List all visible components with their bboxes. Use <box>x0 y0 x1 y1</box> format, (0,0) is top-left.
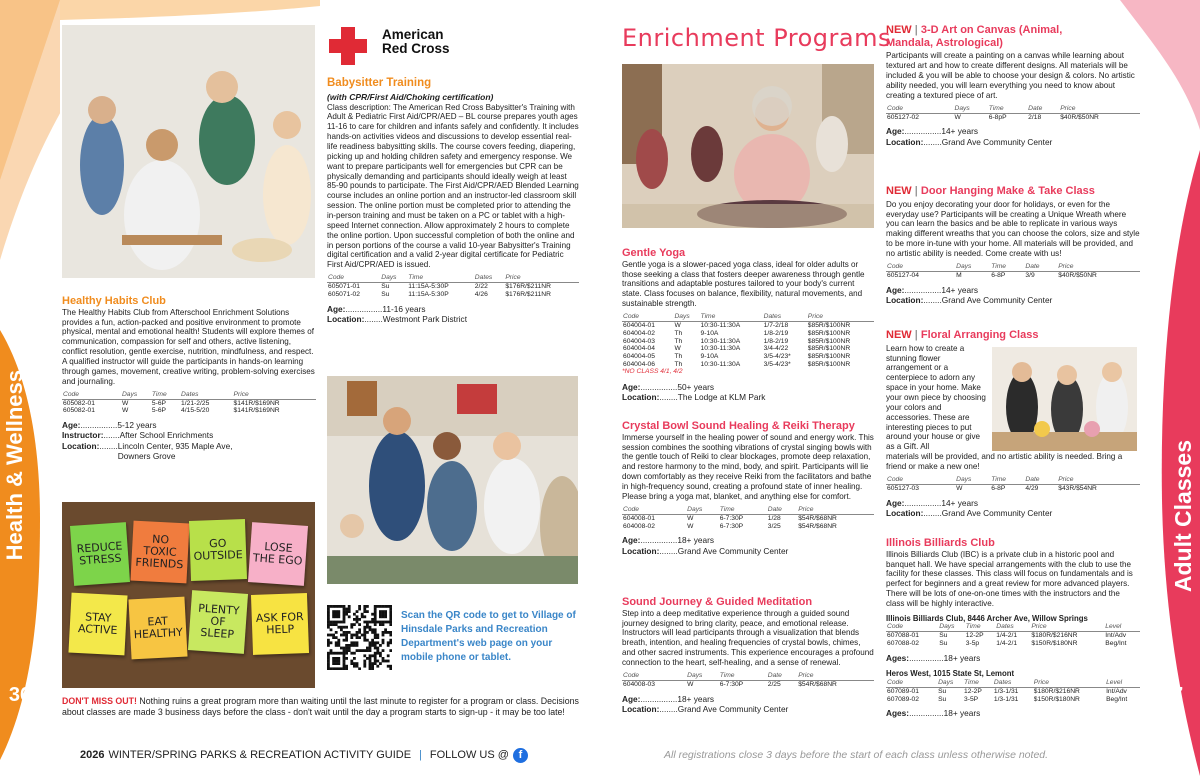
babysitter-title: Babysitter Training <box>327 77 432 89</box>
table-row: 607089-02 Su 3-5P 1/3-1/31 $150R/$180NR Beg/Int <box>887 695 1128 703</box>
page-number-left: 36 <box>8 684 32 706</box>
section-title: Enrichment Programs <box>622 24 891 52</box>
table-row: 605071-01 Su 11:15A-5:30P 2/22 $176R/$211NR <box>328 283 551 291</box>
floral-schedule: Code Days Time Date Price 605127-03 W 6-8P 4/29 $43R/$54NR <box>886 476 1140 493</box>
sticky-note: ASK FOR HELP <box>251 593 309 655</box>
table-row: 605082-01 W 5-6P 4/15-5/20 $141R/$169NR <box>63 407 280 415</box>
crystal-bowl-section: Crystal Bowl Sound Healing & Reiki Therapy Immerse yourself in the healing power of sound and energy work. This session combines the soothing vibrations of crystal singing bowls with the gentle touch of Reiki to clear blockages, promote deep relaxation, and restore harmony to the mind, body, and spirit. Participants will lie down comfortably as they receive Reiki from the facilitators and bathe in high-frequency sound, creating a profound state of inner healing. Please bring a yoga mat, blanket, and anything else for comfort. Code Days Time Date Price 604008-01 W 6-7:30P 1/28 $54R/$68NR 604008-02 W 6-7:30P 3/25 $54R/$68NR Age:................18+ years Location:........Grand Ave Community Center <box>622 420 874 556</box>
table-row: 604008-02 W 6-7:30P 3/25 $54R/$68NR <box>623 522 837 530</box>
crystal-bowl-title: Crystal Bowl Sound Healing & Reiki Therapy <box>622 420 855 432</box>
babysitter-subtitle: (with CPR/First Aid/Choking certification) <box>327 92 494 103</box>
kids-circle-photo <box>62 25 315 278</box>
side-title-adult-classes: Adult Classes <box>1170 440 1196 593</box>
art-canvas-schedule: Code Days Time Date Price 605127-02 W 6-8pP 2/18 $40R/$50NR <box>886 105 1140 122</box>
table-row: 604004-02 Th 9-10A 1/8-2/19 $85R/$100NR <box>623 329 851 337</box>
billiards-schedule-2: Code Days Time Dates Price Level 607089-01 Su 12-2P 1/3-1/31 $180R/$216NR Int/Adv 607089-02 Su 3-5P 1/3-1/31 $150R/$180NR Beg/Int <box>886 679 1140 704</box>
healthy-habits-desc: The Healthy Habits Club from Afterschool Enrichment Solutions provides a fun, action-packed and positive environment to promote physical, mental and emotional health! Students will explore themes of communication, compassion for self and others, active listening, conflict resolution, gentle exercise, nutrition, mindfulness, and respect. A qualified instructor will guide the participants in hands-on learning through games, movement, creative writing, problem-solving exercises and journaling. <box>62 307 315 386</box>
sticky-note: LOSE THE EGO <box>248 522 308 586</box>
yoga-photo <box>622 64 874 228</box>
sound-journey-section: Sound Journey & Guided Meditation Step into a deep meditative experience through a guided sound journey designed to bring clarity, peace, and emotional release. Instructors will lead participants through a visualization that blends breath, intention, and healing frequencies of crystal bowls, chimes, and other sacred instruments. This experience encourages a profound connection to the heart, self-healing, and a sense of renewal. Code Days Time Date Price 604008-03 W 6-7:30P 2/25 $54R/$68NR Age:................18+ years Location:........Grand Ave Community Center <box>622 596 874 715</box>
sticky-note: PLENTY OF SLEEP <box>188 590 248 654</box>
footer-left: 2026 WINTER/SPRING PARKS & RECREATION ACTIVITY GUIDE | FOLLOW US @ f <box>80 748 528 763</box>
table-row: 607088-02 Su 3-5p 1/4-2/1 $150R/$180NR Beg/Int <box>887 640 1127 648</box>
table-row: 607089-01 Su 12-2P 1/3-1/31 $180R/$216NR Int/Adv <box>887 687 1127 695</box>
qr-caption: Scan the QR code to get to Village of Hinsdale Parks and Recreation Department's web page on your mobile phone or tablet. <box>401 610 576 663</box>
healthy-habits-section <box>62 295 316 462</box>
healthy-habits-title: Healthy Habits Club <box>62 295 166 307</box>
table-row: 604004-05 Th 9-10A 3/5-4/23* $85R/$100NR <box>623 352 851 360</box>
floral-photo <box>992 347 1137 451</box>
sticky-note: NO TOXIC FRIENDS <box>130 521 189 584</box>
billiards-schedule-1: Code Days Time Dates Price Level 607088-01 Su 12-2P 1/4-2/1 $180R/$216NR Int/Adv 607088-02 Su 3-5p 1/4-2/1 $150R/$180NR Beg/Int <box>886 623 1140 648</box>
side-title-health-wellness: Health & Wellness <box>2 370 27 561</box>
page-number-right: 37 <box>1160 684 1184 706</box>
table-row: 607088-01 Su 12-2P 1/4-2/1 $180R/$216NR Int/Adv <box>887 632 1127 640</box>
table-row: 604004-06 Th 10:30-11:30A 3/5-4/23* $85R/$100NR <box>623 360 851 368</box>
gentle-yoga-section: Gentle Yoga Gentle yoga is a slower-paced yoga class, ideal for older adults or those seeking a class that fosters deeper awareness through gentle transitions and adaptable postures tailored to your body's current state. Class focuses on balance, flexibility, natural movements, and sustainable strength. Code Days Time Dates Price 604004-01 W 10:30-11:30A 1/7-2/18 $85R/$100NR 604004-02 Th 9-10A 1/8-2/19 $85R/$100NR 604004-03 Th 10:30-11:30A 1/8-2/19 $85R/$100NR 604004-04 W 10:30-11:30A 3/4-4/22 $85R/$100NR 604004-05 Th 9-10A 3/5-4/23* $85R/$100NR 604004-06 Th 10:30-11:30A 3/5-4/23* $85R/$100NR *NO CLASS 4/1, 4/2 Age:................50+ years Location:........The Lodge at KLM Park <box>622 247 874 402</box>
top-orange-strip <box>60 0 320 20</box>
gentle-yoga-note: *NO CLASS 4/1, 4/2 <box>622 368 683 376</box>
dont-miss-notice: DON'T MISS OUT! Nothing ruins a great program more than waiting until the last minute to register for a program or class. Decisions about classes are made 3 business days before the class - don't wait until the day a program starts to sign-up - it may be too late! <box>62 696 579 718</box>
floral-section: NEW | Floral Arranging Class Learn how to create a stunning flower arrangement or a centerpiece to adorn any space in your home. Make your own piece by choosing your colors and accessories. These are interesting pieces to put around your house or give as a Gift. All materials will be provided, and no artistic ability is needed. Bring a friend or make a new one! Code Days Time Date Price 605127-03 W 6-8P 4/29 $43R/$54NR Age:................14+ years Location:........Grand Ave Community Center <box>886 329 1140 518</box>
table-row: 605127-04 M 6-8P 3/9 $40R/$50NR <box>887 271 1097 279</box>
gentle-yoga-schedule: Code Days Time Dates Price 604004-01 W 10:30-11:30A 1/7-2/18 $85R/$100NR 604004-02 Th 9-10A 1/8-2/19 $85R/$100NR 604004-03 Th 10:30-11:30A 1/8-2/19 $85R/$100NR 604004-04 W 10:30-11:30A 3/4-4/22 $85R/$100NR 604004-05 Th 9-10A 3/5-4/23* $85R/$100NR 604004-06 Th 10:30-11:30A 3/5-4/23* $85R/$100NR <box>622 313 874 368</box>
door-hanging-title: Door Hanging Make & Take Class <box>920 185 1095 197</box>
sticky-note: STAY ACTIVE <box>68 593 127 656</box>
sticky-note: EAT HEALTHY <box>128 597 187 660</box>
sound-journey-title: Sound Journey & Guided Meditation <box>622 596 813 608</box>
art-canvas-title: 3-D Art on Canvas (Animal, Mandala, Astrological) <box>886 24 1063 49</box>
qr-code[interactable] <box>327 605 392 670</box>
table-row: 605127-03 W 6-8P 4/29 $43R/$54NR <box>887 484 1097 492</box>
facebook-icon[interactable]: f <box>513 748 528 763</box>
table-row: 604004-04 W 10:30-11:30A 3/4-4/22 $85R/$100NR <box>623 345 851 353</box>
footer-registration-note: All registrations close 3 days before the start of each class unless otherwise noted. <box>664 749 1049 761</box>
sticky-note: GO OUTSIDE <box>189 519 247 581</box>
red-cross-logo: American Red Cross <box>327 25 467 67</box>
billiards-title: Illinois Billiards Club <box>886 537 995 549</box>
door-hanging-schedule: Code Days Time Date Price 605127-04 M 6-8P 3/9 $40R/$50NR <box>886 263 1140 280</box>
healthy-habits-meta: Age:................5-12 years Instructor:.......After School Enrichments Location:........ Lincoln Center, 935 Maple Ave, Downers Grove <box>62 420 233 462</box>
table-row: 604008-01 W 6-7:30P 1/28 $54R/$68NR <box>623 514 837 522</box>
table-row: 605082-01 W 5-6P 1/21-2/25 $141R/$169NR <box>63 399 280 407</box>
table-row: 605127-02 W 6-8pP 2/18 $40R/$50NR <box>887 113 1099 121</box>
babysitter-schedule: Code Days Time Dates Price 605071-01 Su 11:15A-5:30P 2/22 $176R/$211NR 605071-02 Su 11:15A-5:30P 4/26 $176R/$211NR <box>327 274 579 299</box>
floral-title: Floral Arranging Class <box>920 329 1039 341</box>
door-hanging-section: NEW | Door Hanging Make & Take Class Do you enjoy decorating your door for holidays, or even for the everyday use? Participants will be creating a Unique Wreath where you can learn the basics and be able to replicate in various ways making different wreaths that you can choose the colors, size and style to be more in-tune with your home. All materials will be provided, and no artistic ability is needed. Come create with us! Code Days Time Date Price 605127-04 M 6-8P 3/9 $40R/$50NR Age:................14+ years Location:........Grand Ave Community Center <box>886 185 1140 306</box>
crystal-bowl-schedule: Code Days Time Date Price 604008-01 W 6-7:30P 1/28 $54R/$68NR 604008-02 W 6-7:30P 3/25 $54R/$68NR <box>622 506 874 531</box>
billiards-section: Illinois Billiards Club Illinois Billiards Club (IBC) is a private club in a historic pool and banquet hall. We have special arrangements with the club to use the facility for these classes. This class will focus on fundamentals and is perfect for beginners and a great review for more advanced players. There will be lots of one-on-one times with the instructors and the class will be highly interactive. Illinois Billiards Club, 8446 Archer Ave, Willow Springs Code Days Time Dates Price Level 607088-01 Su 12-2P 1/4-2/1 $180R/$216NR Int/Adv 607088-02 Su 3-5p 1/4-2/1 $150R/$180NR Beg/Int Ages:...............18+ years Heros West, 1015 State St, Lemont Code Days Time Dates Price Level 607089-01 Su 12-2P 1/3-1/31 $180R/$216NR Int/Adv 607089-02 Su 3-5P 1/3-1/31 $150R/$180NR Beg/Int Ages:...............18+ years <box>886 537 1140 719</box>
healthy-habits-schedule: Code Days Time Dates Price 605082-01 W 5-6P 1/21-2/25 $141R/$169NR 605082-01 W 5-6P 4/15-5/20 $141R/$169NR <box>62 391 316 416</box>
babysitter-desc: Class description: The American Red Cross Babysitter's Training with Adult & Pediatric First Aid/CPR/AED – BL course prepares youth ages 11-16 to care for children and infants safely and confidently. It includes hands-on activities videos and discussions to develop essential real-life readiness babysitting skills. The course covers feeding, diapering, picking up and holding children safety and emergency response. We want to prepare participants well for emergencies but CPR can be physically demanding and participants should ideally weigh at least 85-90 pounds to participate. The First Aid/CPR/AED Blended Learning course includes an online portion and an instructor-led classroom skill session. The online portion must be completed prior to attending the in-person training and must be taken on a PC or tablet with a high-speed Internet connection. Allow approximately 2 hours to complete the online portion. Upon successful completion of both the online and in person portions of the course a valid 10-year Babysitter's Training digital certification and a valid 2-year digital certificate for Pediatric First Aid/CPR/AED is issued. <box>327 102 579 270</box>
table-row: 604008-03 W 6-7:30P 2/25 $54R/$68NR <box>623 680 837 688</box>
table-row: 604004-01 W 10:30-11:30A 1/7-2/18 $85R/$100NR <box>623 322 851 330</box>
sound-journey-schedule: Code Days Time Date Price 604008-03 W 6-7:30P 2/25 $54R/$68NR <box>622 672 874 689</box>
red-cross-icon <box>327 25 369 67</box>
art-canvas-section: NEW | 3-D Art on Canvas (Animal, Mandala, Astrological) Participants will create a painting on a canvas while learning about textured art and how to create different designs. All materials will be included & you will be able to choose your design & colors. No artistic ability needed, you will learn everything you need to know about creating a textured piece of art. Code Days Time Date Price 605127-02 W 6-8pP 2/18 $40R/$50NR Age:................14+ years Location:........Grand Ave Community Center <box>886 24 1140 147</box>
sticky-note: REDUCE STRESS <box>70 522 130 586</box>
gentle-yoga-title: Gentle Yoga <box>622 247 686 259</box>
table-row: 604004-03 Th 10:30-11:30A 1/8-2/19 $85R/$100NR <box>623 337 851 345</box>
babysitter-section: Babysitter Training (with CPR/First Aid/Choking certification) Class description: The American Red Cross Babysitter's Training with Adult & Pediatric First Aid/CPR/AED – BL course prepares youth ages 11-16 to care for children and infants safely and confidently. It includes hands-on activities videos and discussions to develop essential real-life readiness babysitting skills. The course covers feeding, diapering, picking up and holding children safety and emergency response. We want to prepare participants well for emergencies but CPR can be physically demanding and participants should ideally weigh at least 85-90 pounds to participate. The First Aid/CPR/AED Blended Learning course includes an online portion and an instructor-led classroom skill session. The online portion must be completed prior to attending the in-person training and must be taken on a PC or tablet with a high-speed Internet connection. Allow approximately 2 hours to complete the online portion. Upon successful completion of both the online and in person portions of the course a valid 10-year Babysitter's Training digital certification and a valid 2-year digital certificate for Pediatric First Aid/CPR/AED is issued. Code Days Time Dates Price 605071-01 Su 11:15A-5:30P 2/22 $176R/$211NR 605071-02 Su 11:15A-5:30P 4/26 $176R/$211NR Age:................11-16 years Location:........Westmont Park District <box>327 77 579 325</box>
babysitter-class-photo <box>327 376 578 584</box>
table-row: 605071-02 Su 11:15A-5:30P 4/26 $176R/$211NR <box>328 291 551 299</box>
